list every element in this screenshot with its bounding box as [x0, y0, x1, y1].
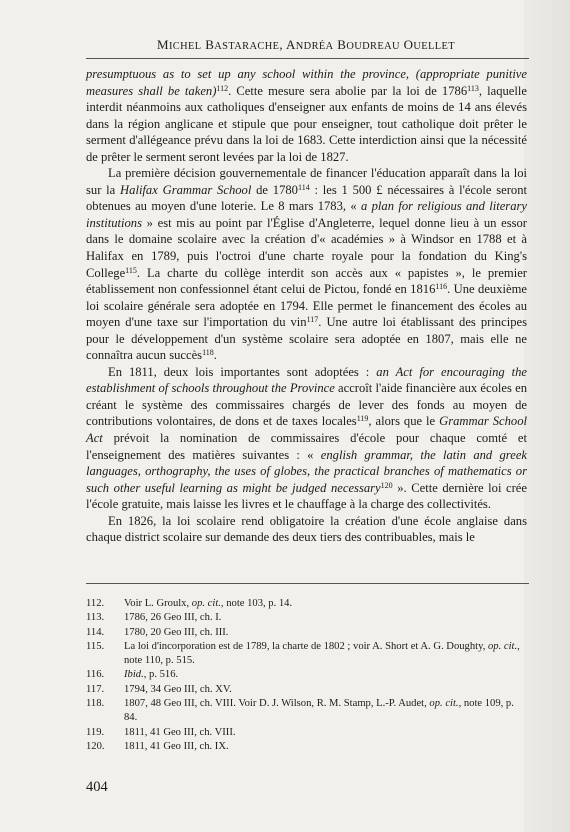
text-run: Voir L. Groulx,: [124, 598, 192, 609]
text-run: La loi d'incorporation est de 1789, la charte de 1802 ; voir A. Short et A. G. Doughty,: [124, 640, 488, 652]
footnote-text: [124, 597, 529, 611]
footnote-ref[interactable]: 119: [356, 414, 369, 424]
text-run: prévoit la nomination de commissaires d'école pour chaque comté et l'enseignement des matières suivantes : «: [86, 431, 527, 462]
text-run: 1807, 48 Geo III, ch. VIII. Voir D. J. Wilson, R. M. Stamp, L.-P. Audet,: [124, 698, 430, 710]
header-text: ICHEL: [168, 41, 202, 52]
header-text: A: [285, 37, 296, 52]
footnote-text: [124, 726, 529, 740]
text-run: : les 1 500 £ nécessaires à l'école seront obtenues au moyen d'une loterie. Le 8 mars 1783, «: [86, 182, 528, 214]
facing-page-bleed: [524, 0, 570, 832]
footnote-text: [124, 611, 529, 625]
running-header: [86, 37, 526, 53]
footnote-rule: [86, 583, 529, 584]
footnote-number: 112.: [86, 598, 105, 609]
paragraph-2: [86, 165, 527, 364]
footnote-text: [124, 683, 529, 697]
text-run: En 1811, deux lois importantes sont adoptées :: [108, 364, 377, 379]
footnote-120: [86, 740, 529, 754]
footnote-114: [86, 626, 529, 640]
text-run: En 1826, la loi scolaire rend obligatoire la création d'une école anglaise dans chaque district scolaire sur demande des deux tiers des contribuables, mais le: [86, 513, 527, 545]
text-run: 1811, 41 Geo III, ch. IX.: [124, 740, 229, 752]
footnote-ref[interactable]: 114: [297, 182, 310, 192]
footnote-number: 114.: [86, 626, 105, 638]
footnote-112: [86, 597, 529, 611]
header-text: NDRÉA: [295, 41, 334, 52]
text-run: , alors que le: [368, 414, 440, 429]
italic-title: an Act for encouraging the establishment of schools throughout the Province: [86, 364, 528, 396]
footnote-text: [124, 668, 529, 682]
header-text: ,: [279, 37, 284, 52]
italic-quote: a plan for religious and literary institutions: [86, 199, 527, 230]
italic-run: op. cit.: [429, 698, 459, 710]
footnote-number: 118.: [86, 698, 105, 710]
footnote-number: 119.: [86, 726, 105, 738]
footnote-number: 113.: [86, 612, 105, 624]
paragraph-4: [86, 513, 527, 546]
text-run: accroît l'aide financière aux écoles en créant le système des commissaires chargés de lever des fonds au moyen de contributions volontaires, de dons et de taxes locales: [86, 381, 527, 429]
text-run: . La charte du collège interdit son accès aux « papistes », le premier établissement non confessionnel étant celui de Pictou, fondé en 1816: [86, 265, 527, 297]
italic-run: op. cit.: [191, 598, 221, 609]
footnote-ref[interactable]: 113: [467, 83, 479, 93]
footnote-ref[interactable]: 115: [125, 265, 137, 275]
header-text: B: [205, 37, 215, 52]
italic-title: Halifax Grammar School: [120, 182, 252, 197]
text-run: La première décision gouvernementale de financer l'éducation apparaît dans la loi sur la: [86, 166, 527, 197]
text-run: . Cette mesure sera abolie par la loi de 1786: [228, 83, 468, 98]
footnote-118: [86, 697, 529, 726]
text-run: 1780, 20 Geo III, ch. III.: [124, 626, 229, 638]
footnote-115: [86, 640, 529, 669]
text-run: de 1780: [251, 182, 298, 197]
header-text: M: [156, 37, 169, 52]
text-run: .: [213, 348, 217, 363]
italic-run: Ibid.: [124, 669, 144, 681]
italic-run: op. cit.: [488, 640, 518, 652]
footnote-ref[interactable]: 112: [216, 83, 229, 93]
text-run: 1811, 41 Geo III, ch. VIII.: [124, 726, 236, 738]
header-text: UELLET: [413, 41, 456, 52]
header-text: O: [403, 37, 414, 52]
body-text: [86, 66, 527, 546]
footnote-ref[interactable]: 120: [380, 480, 393, 490]
footnote-ref[interactable]: 117: [306, 315, 319, 325]
page-number: 404: [86, 779, 108, 795]
paragraph-1: [86, 66, 527, 165]
header-text: ASTARACHE: [214, 41, 280, 52]
text-run: ». Cette dernière loi crée l'école gratuite, mais laisse les livres et le chauffage à la charge des collectivités.: [86, 480, 527, 512]
italic-title: Grammar School Act: [86, 414, 527, 446]
paragraph-3: [86, 364, 527, 513]
footnote-116: [86, 668, 529, 682]
footnote-text: [124, 740, 529, 754]
text-run: . Une autre loi établissant des principes pour le développement d'un système scolaire sera adoptée en 1807, mais elle ne connaîtra aucun succès: [86, 315, 527, 363]
footnote-ref[interactable]: 118: [202, 348, 214, 358]
header-rule: [86, 58, 529, 59]
footnote-113: [86, 611, 529, 625]
italic-quote: english grammar, the latin and greek languages, orthography, the uses of globes, the practical branches of mathematics or such other useful learning as might be judged necessary: [86, 447, 528, 495]
footnote-ref[interactable]: 116: [435, 282, 448, 292]
text-run: , p. 516.: [143, 669, 179, 681]
text-run: 1794, 34 Geo III, ch. XV.: [124, 683, 232, 695]
footnote-text: [124, 697, 529, 726]
footnotes: [86, 597, 529, 754]
footnote-number: 120.: [86, 740, 105, 752]
footnote-text: [124, 640, 529, 669]
header-text: B: [337, 37, 347, 52]
footnote-number: 116.: [86, 669, 105, 681]
footnote-119: [86, 726, 529, 740]
text-run: 1786, 26 Geo III, ch. I.: [124, 612, 222, 624]
footnote-117: [86, 683, 529, 697]
text-run: » est mis au point par l'Église d'Angleterre, lequel donne lieu à un essor dans le domaine scolaire avec la création d'« académies » à Windsor en 1788 et à Halifax en 1789, puis l'octroi d'une charte royale pour la fondation du King's College: [86, 215, 527, 280]
footnote-number: 117.: [86, 683, 105, 695]
text-run: . Une deuxième loi scolaire générale sera adoptée en 1794. Elle permet le financement des écoles au moyen d'une taxe sur l'importation du vin: [86, 282, 527, 330]
header-text: OUDREAU: [346, 41, 400, 52]
text-run: , laquelle interdit néanmoins aux catholiques d'enseigner aux enfants de moins de 14 ans élevés dans la région anglicane et stipule que pour enseigner, tout catholique doit prêter le serment d'allégeance prévu dans la loi de 1683. Cette interdiction ainsi que la nécessité de prêter le serment seront levées par la loi de 1827.: [86, 83, 527, 164]
text-run: , note 110, p. 515.: [124, 640, 520, 667]
footnote-text: [124, 626, 529, 640]
footnote-number: 115.: [86, 640, 105, 652]
text-run: , note 103, p. 14.: [220, 598, 293, 609]
italic-quote: presumptuous as to set up any school within the province, (appropriate punitive measures shall be taken): [86, 67, 527, 98]
text-run: , note 109, p. 84.: [124, 698, 514, 724]
